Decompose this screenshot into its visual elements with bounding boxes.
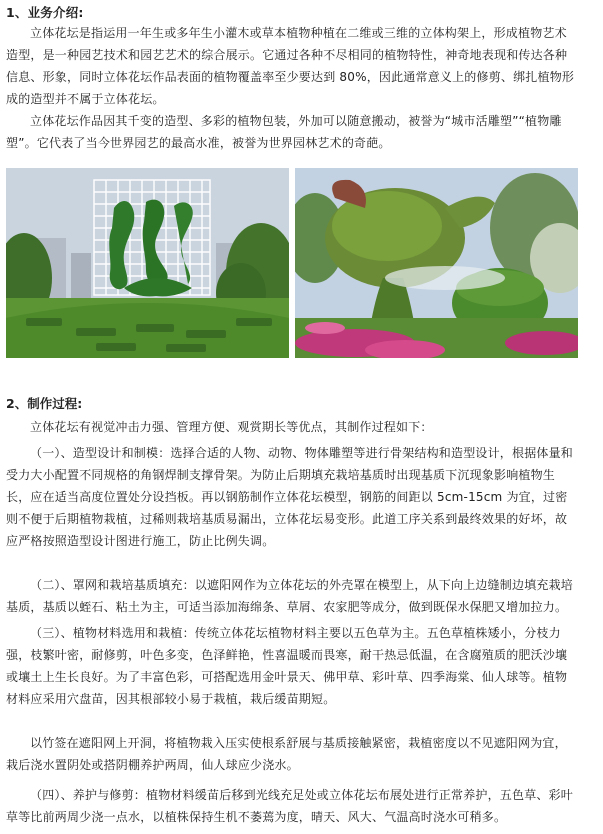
process-step-2: （二）、罩网和栽培基质填充：以遮阳网作为立体花坛的外壳罩在模型上，从下向上边缝制边填充栽培基质，基质以蛭石、粘土为主，可适当添加海绵条、草屑、农家肥等成分，做到既保水保肥又增加拉力。 [6,578,574,614]
process-step-3: （三）、植物材料选用和栽植：传统立体花坛植物材料主要以五色草为主。五色草植株矮小，分枝力强，枝繁叶密，耐修剪，叶色多变，色泽鲜艳，性喜温暖而畏寒，耐干热忌低温，在含腐殖质的肥沃沙壤或壤土上生长良好。为了丰富色彩，可搭配选用金叶景天、佛甲草、彩叶草、四季海棠、仙人球等。植物材料应采用穴盘苗，因其根部较小易于栽植，栽后缓苗期短。 [6,626,568,706]
process-intro: 立体花坛有视觉冲击力强、管理方便、观赏期长等优点，其制作过程如下： [30,420,433,434]
section-title-intro: 1、业务介绍: [6,5,84,20]
photo-row [6,168,576,360]
photo-expo-logo-topiary [6,168,289,358]
teapot-topiary-image [295,168,578,358]
process-step-3b: 以竹签在遮阳网上开洞，将植物栽入压实使根系舒展与基质接触紧密，栽植密度以不见遮阳网为宜，栽后浇水置阴处或搭阴棚养护两周，仙人球应少浇水。 [6,736,567,772]
process-step-4: （四）、养护与修剪：植物材料缓苗后移到光线充足处或立体花坛布展处进行正常养护，五色草、彩叶草等比前两周少浇一点水，以植株保持生机不萎蔫为度，晴天、风大、气温高时浇水可稍多。 [6,788,574,824]
photo-teapot-topiary [295,168,578,358]
intro-paragraph-2: 立体花坛作品因其千变的造型、多彩的植物包装，外加可以随意搬动，被誉为“城市活雕塑”“植物雕塑”。它代表了当今世界园艺的最高水准，被誉为世界园林艺术的奇葩。 [6,114,562,150]
intro-paragraph-1: 立体花坛是指运用一年生或多年生小灌木或草本植物种植在二维或三维的立体构架上，形成植物艺术造型，是一种园艺技术和园艺艺术的综合展示。它通过各种不尽相同的植物特性，神奇地表现和传达各种信息、形象，同时立体花坛作品表面的植物覆盖率至少要达到 80%，因此通常意义上的修剪、绑扎植物形成的造型并不属于立体花坛。 [6,26,575,106]
intro-block [6,4,578,154]
section-title-process: 2、制作过程: [6,396,83,411]
process-step-1: （一）、造型设计和制模：选择合适的人物、动物、物体雕塑等进行骨架结构和造型设计，根据体量和受力大小配置不同规格的角钢焊制支撑骨架。为防止后期填充栽培基质时出现基质下沉现象影响植物生长，应在适当高度位置处分设挡板。再以钢筋制作立体花坛模型，钢筋的间距以 5cm-15cm 为宜，过密则不便于后期植物栽植，过稀则栽培基质易漏出，立体花坛易变形。此道工序关系到最终效果的好坏，故应严格按照造型设计图进行施工，防止比例失调。 [6,446,574,548]
expo-logo-image [6,168,289,358]
